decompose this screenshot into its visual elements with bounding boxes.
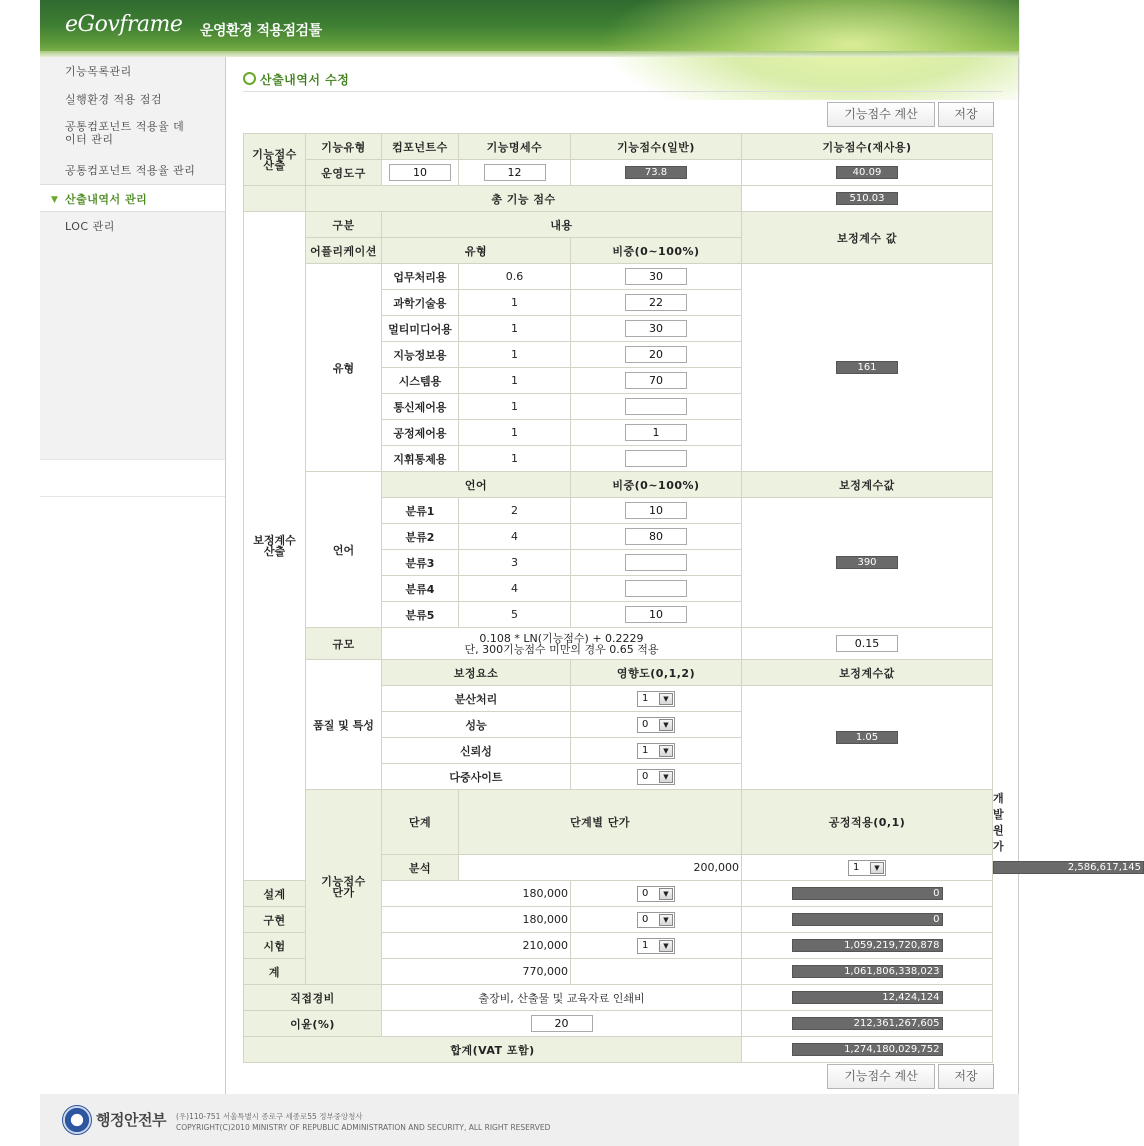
select-value: 1 bbox=[642, 744, 649, 756]
sidebar-item-component-data[interactable] bbox=[40, 113, 190, 156]
save-button-bottom[interactable]: 저장 bbox=[938, 1064, 994, 1089]
page-title: 산출내역서 수정 bbox=[260, 73, 350, 87]
quality-impact-select[interactable] bbox=[637, 743, 675, 759]
lang-name: 분류5 bbox=[382, 602, 459, 628]
quality-header-factor: 보정요소 bbox=[382, 660, 571, 686]
select-value: 1 bbox=[642, 939, 649, 951]
header-banner bbox=[40, 0, 1019, 57]
sidebar bbox=[40, 57, 226, 1094]
quality-name: 신뢰성 bbox=[382, 738, 571, 764]
adj-header-value: 보정계수 값 bbox=[742, 212, 993, 264]
adj-header-type: 유형 bbox=[382, 238, 571, 264]
dropdown-arrow-icon: ▼ bbox=[659, 914, 673, 926]
fp-normal-value: 73.8 bbox=[625, 166, 687, 179]
type-coef: 1 bbox=[459, 290, 571, 316]
footer bbox=[40, 1094, 1019, 1146]
adj-scale-label: 규모 bbox=[306, 628, 382, 660]
stage-cost: 0 bbox=[792, 887, 943, 900]
sidebar-menu bbox=[40, 57, 225, 459]
adj-quality-label: 품질 및 특성 bbox=[306, 660, 382, 790]
cost-sum-value: 1,061,806,338,023 bbox=[792, 965, 943, 978]
lang-value: 390 bbox=[836, 556, 898, 569]
type-ratio-input[interactable]: 1 bbox=[625, 424, 687, 441]
stage-cost: 1,059,219,720,878 bbox=[792, 939, 943, 952]
type-ratio-input[interactable] bbox=[625, 450, 687, 467]
stage-apply-select[interactable] bbox=[848, 860, 886, 876]
lang-ratio-input[interactable]: 80 bbox=[625, 528, 687, 545]
quality-value: 1.05 bbox=[836, 731, 898, 744]
quality-header-value: 보정계수값 bbox=[742, 660, 993, 686]
cost-sum-label: 계 bbox=[244, 959, 306, 985]
select-value: 1 bbox=[642, 692, 649, 704]
footer-copyright: COPYRIGHT(C)2010 MINISTRY OF REPUBLIC ADMINISTRATION AND SECURITY, ALL RIGHT RESERVED bbox=[176, 1123, 551, 1132]
type-name: 통신제어용 bbox=[382, 394, 459, 420]
select-value: 0 bbox=[642, 913, 649, 925]
footer-org: 행정안전부 bbox=[96, 1111, 166, 1129]
type-ratio-input[interactable]: 30 bbox=[625, 320, 687, 337]
profit-rate-input[interactable]: 20 bbox=[531, 1015, 593, 1032]
sidebar-item-label: 기능목록관리 bbox=[65, 65, 132, 78]
select-value: 0 bbox=[642, 887, 649, 899]
type-coef: 1 bbox=[459, 342, 571, 368]
adj-lang-label: 언어 bbox=[306, 472, 382, 628]
sidebar-item-label: 공통컴포넌트 적용율 관리 bbox=[65, 164, 196, 177]
lang-coef: 3 bbox=[459, 550, 571, 576]
page-title-bar bbox=[243, 70, 1002, 92]
quality-name: 성능 bbox=[382, 712, 571, 738]
cost-sum-unit: 770,000 bbox=[382, 959, 571, 985]
stage-unit: 210,000 bbox=[382, 933, 571, 959]
adj-header-app: 어플리케이션 bbox=[306, 238, 382, 264]
type-name: 지휘통제용 bbox=[382, 446, 459, 472]
grand-total-value: 1,274,180,029,752 bbox=[792, 1043, 943, 1056]
lang-header-lang: 언어 bbox=[382, 472, 571, 498]
header-subtitle: 운영환경 적용점검툴 bbox=[200, 23, 322, 39]
grand-total-label: 합계(VAT 포함) bbox=[244, 1037, 742, 1063]
lang-ratio-input[interactable] bbox=[625, 554, 687, 571]
quality-name: 다중사이트 bbox=[382, 764, 571, 790]
sidebar-item-loc[interactable] bbox=[40, 212, 225, 240]
chevron-down-icon: ▼ bbox=[51, 195, 59, 205]
select-value: 0 bbox=[642, 770, 649, 782]
adj-header-content: 내용 bbox=[382, 212, 742, 238]
stage-cost: 0 bbox=[792, 913, 943, 926]
quality-impact-select[interactable] bbox=[637, 691, 675, 707]
lang-name: 분류1 bbox=[382, 498, 459, 524]
type-ratio-input[interactable]: 22 bbox=[625, 294, 687, 311]
sidebar-item-label: 실행환경 적용 점검 bbox=[65, 93, 163, 106]
sidebar-gap bbox=[40, 459, 225, 497]
direct-cost-label: 직접경비 bbox=[244, 985, 382, 1011]
footer-address-block bbox=[176, 1111, 550, 1133]
sidebar-item-label: 공통컴포넌트 적용율 데이터 관리 bbox=[65, 120, 185, 146]
stage-unit: 180,000 bbox=[382, 907, 571, 933]
type-ratio-input[interactable] bbox=[625, 398, 687, 415]
scale-formula-line2: 단, 300기능점수 미만의 경우 0.65 적용 bbox=[464, 642, 659, 656]
type-ratio-input[interactable]: 70 bbox=[625, 372, 687, 389]
type-coef: 1 bbox=[459, 446, 571, 472]
type-name: 시스템용 bbox=[382, 368, 459, 394]
sidebar-item-estimate[interactable] bbox=[40, 184, 225, 212]
lang-name: 분류4 bbox=[382, 576, 459, 602]
type-name: 멀티미디어용 bbox=[382, 316, 459, 342]
sidebar-item-label: LOC 관리 bbox=[65, 220, 115, 233]
type-coef: 1 bbox=[459, 316, 571, 342]
fp-header-type: 기능유형 bbox=[306, 134, 382, 160]
fp-header-reuse: 기능점수(재사용) bbox=[742, 134, 993, 160]
stage-name: 시험 bbox=[244, 933, 306, 959]
quality-impact-select[interactable] bbox=[637, 769, 675, 785]
fp-specs-input[interactable]: 12 bbox=[484, 164, 546, 181]
select-value: 0 bbox=[642, 718, 649, 730]
lang-header-value: 보정계수값 bbox=[742, 472, 993, 498]
dropdown-arrow-icon: ▼ bbox=[659, 745, 673, 757]
dropdown-arrow-icon: ▼ bbox=[659, 693, 673, 705]
estimate-table: 기능점수 산출 기능유형 컴포넌트수 기능명세수 기능점수(일반) 기능점수(재사용) 운영도구 10 12 73.8 40.09 총 기능 점수 510.03 보정계수 산출 구분 내용 보정계수 값 어플리케이션 유형 비중(0~100%) 유형 업무처리용 0.6 30 161 과학기술용 1 22 멀티미디어용 1 30 지능정보용 1 20 시스템용 1 70 통신제어용 1 공정제어용 1 1 지휘통제용 1 언어 언어 비중(0~100%) 보정계수값 분류1 2 10 390 분류2 4 80 분류3 3 분류4 4 분류5 5 10 규모 0.108 * LN(기능점수) + 0.2229 단, 300기능점수 미만의 경우 0.65 적용 0.15 품질 및 특성 보정요소 영향도(0,1,2) 보정계수값 분산처리 1 ▼ 1.05 성능 0 ▼ 신뢰성 1 ▼ 다중사이트 0 ▼ 기능점수 단가 단계 단계별 단가 공정적용(0,1) 개발원가 분석 200,000 1 ▼ 2,586,617,145 설계 180,000 0 ▼ 0 구현 180,000 0 ▼ 0 시험 210,000 1 ▼ 1,059,219,720,878 계 770,000 1,061,806,338,023 직접경비 출장비, 산출물 및 교육자료 인쇄비 12,424,124 이윤(%) 20 212,361,267,605 합계(VAT 포함) 1,274,180,029,752 bbox=[243, 133, 993, 1063]
dropdown-arrow-icon: ▼ bbox=[659, 888, 673, 900]
fp-header-specs: 기능명세수 bbox=[459, 134, 571, 160]
lang-name: 분류3 bbox=[382, 550, 459, 576]
dropdown-arrow-icon: ▼ bbox=[870, 862, 884, 874]
lang-ratio-input[interactable] bbox=[625, 580, 687, 597]
fp-header-components: 컴포넌트수 bbox=[382, 134, 459, 160]
quality-header-impact: 영향도(0,1,2) bbox=[571, 660, 742, 686]
direct-cost-desc: 출장비, 산출물 및 교육자료 인쇄비 bbox=[382, 985, 742, 1011]
save-button-top[interactable]: 저장 bbox=[938, 102, 994, 127]
dropdown-arrow-icon: ▼ bbox=[659, 771, 673, 783]
type-name: 지능정보용 bbox=[382, 342, 459, 368]
select-value: 1 bbox=[853, 861, 860, 873]
cost-header-unit: 단계별 단가 bbox=[459, 790, 742, 855]
calc-button-top[interactable]: 기능점수 계산 bbox=[827, 102, 935, 127]
sidebar-item-function-list[interactable] bbox=[40, 57, 225, 85]
adj-section-label: 보정계수 산출 bbox=[244, 212, 306, 881]
stage-unit: 200,000 bbox=[459, 855, 742, 881]
type-coef: 1 bbox=[459, 420, 571, 446]
adj-header-ratio: 비중(0~100%) bbox=[571, 238, 742, 264]
stage-apply-select[interactable] bbox=[637, 938, 675, 954]
fp-row-type: 운영도구 bbox=[306, 160, 382, 186]
government-emblem-icon bbox=[62, 1105, 92, 1135]
cost-section-label: 기능점수 단가 bbox=[306, 790, 382, 985]
fp-components-input[interactable]: 10 bbox=[389, 164, 451, 181]
main-content bbox=[226, 57, 1141, 1094]
dropdown-arrow-icon: ▼ bbox=[659, 940, 673, 952]
type-coef: 1 bbox=[459, 368, 571, 394]
title-circle-icon bbox=[243, 72, 256, 85]
fp-total-value: 510.03 bbox=[836, 192, 898, 205]
type-coef: 0.6 bbox=[459, 264, 571, 290]
quality-name: 분산처리 bbox=[382, 686, 571, 712]
fp-section-label: 기능점수 산출 bbox=[244, 134, 306, 186]
lang-ratio-input[interactable]: 10 bbox=[625, 606, 687, 623]
profit-value: 212,361,267,605 bbox=[792, 1017, 943, 1030]
stage-apply-select[interactable] bbox=[637, 886, 675, 902]
fp-total-label: 총 기능 점수 bbox=[306, 186, 742, 212]
fp-header-normal: 기능점수(일반) bbox=[571, 134, 742, 160]
footer-address: (우)110-751 서울특별시 종로구 세종로55 정부중앙청사 bbox=[176, 1112, 363, 1121]
stage-apply-select[interactable] bbox=[637, 912, 675, 928]
type-coef: 1 bbox=[459, 394, 571, 420]
lang-ratio-input[interactable]: 10 bbox=[625, 502, 687, 519]
scale-formula bbox=[382, 628, 742, 660]
sidebar-item-runtime-check[interactable] bbox=[40, 85, 225, 113]
sidebar-item-label: 산출내역서 관리 bbox=[65, 193, 148, 206]
lang-coef: 4 bbox=[459, 576, 571, 602]
lang-coef: 4 bbox=[459, 524, 571, 550]
type-name: 업무처리용 bbox=[382, 264, 459, 290]
type-ratio-input[interactable]: 30 bbox=[625, 268, 687, 285]
cost-header-stage: 단계 bbox=[382, 790, 459, 855]
type-value: 161 bbox=[836, 361, 898, 374]
lang-coef: 2 bbox=[459, 498, 571, 524]
type-name: 과학기술용 bbox=[382, 290, 459, 316]
lang-coef: 5 bbox=[459, 602, 571, 628]
fp-reuse-value: 40.09 bbox=[836, 166, 898, 179]
profit-label: 이윤(%) bbox=[244, 1011, 382, 1037]
dropdown-arrow-icon: ▼ bbox=[659, 719, 673, 731]
lang-header-ratio: 비중(0~100%) bbox=[571, 472, 742, 498]
stage-name: 설계 bbox=[244, 881, 306, 907]
sidebar-item-component-rate[interactable] bbox=[40, 156, 225, 184]
lang-name: 분류2 bbox=[382, 524, 459, 550]
type-ratio-input[interactable]: 20 bbox=[625, 346, 687, 363]
adj-type-label: 유형 bbox=[306, 264, 382, 472]
cost-header-apply: 공정적용(0,1) bbox=[742, 790, 993, 855]
type-name: 공정제어용 bbox=[382, 420, 459, 446]
adj-header-gubun: 구분 bbox=[306, 212, 382, 238]
quality-impact-select[interactable] bbox=[637, 717, 675, 733]
stage-name: 분석 bbox=[382, 855, 459, 881]
egovframe-logo[interactable]: eGovframe bbox=[65, 12, 183, 37]
stage-name: 구현 bbox=[244, 907, 306, 933]
scale-value-input[interactable]: 0.15 bbox=[836, 635, 898, 652]
direct-cost-value: 12,424,124 bbox=[792, 991, 943, 1004]
stage-cost: 2,586,617,145 bbox=[993, 861, 1144, 874]
scale-formula-line1: 0.108 * LN(기능점수) + 0.2229 bbox=[479, 631, 644, 645]
stage-unit: 180,000 bbox=[382, 881, 571, 907]
calc-button-bottom[interactable]: 기능점수 계산 bbox=[827, 1064, 935, 1089]
